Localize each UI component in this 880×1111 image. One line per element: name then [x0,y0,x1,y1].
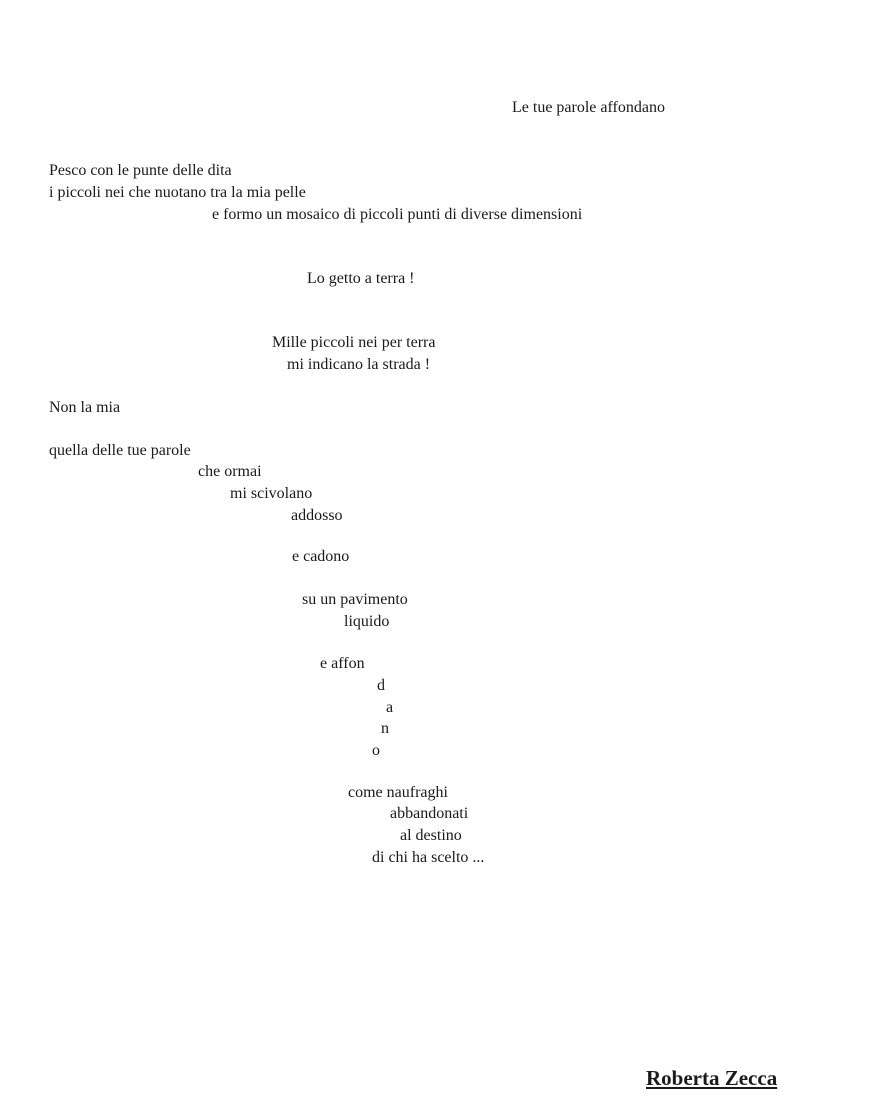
poem-line: abbandonati [390,805,469,822]
poem-line: quella delle tue parole [49,442,191,459]
poem-line: di chi ha scelto ... [372,849,485,866]
poem-line: addosso [291,507,343,524]
poem-line: d [377,677,385,694]
poem-line: n [381,720,389,737]
poem-line: e affon [320,655,365,672]
poem-line: o [372,742,380,759]
poem-line: a [386,699,394,716]
poem-title: Le tue parole affondano [512,99,665,116]
poem-line: su un pavimento [302,591,408,608]
author-signature: Roberta Zecca [646,1066,778,1090]
poem-line: Lo getto a terra ! [307,270,415,287]
poem-line: e formo un mosaico di piccoli punti di diverse dimensioni [212,206,583,223]
poem-line: i piccoli nei che nuotano tra la mia pelle [49,184,306,201]
poem-line: mi scivolano [230,485,313,502]
poem-line: Pesco con le punte delle dita [49,162,232,179]
poem-line: liquido [344,613,390,630]
poem-line: al destino [400,827,462,844]
poem-line: Non la mia [49,399,121,416]
poem-line: mi indicano la strada ! [287,356,431,373]
poem-line: e cadono [292,548,350,565]
poem-line: che ormai [198,463,262,480]
poem-line: Mille piccoli nei per terra [272,334,436,351]
poem-line: come naufraghi [348,784,448,801]
